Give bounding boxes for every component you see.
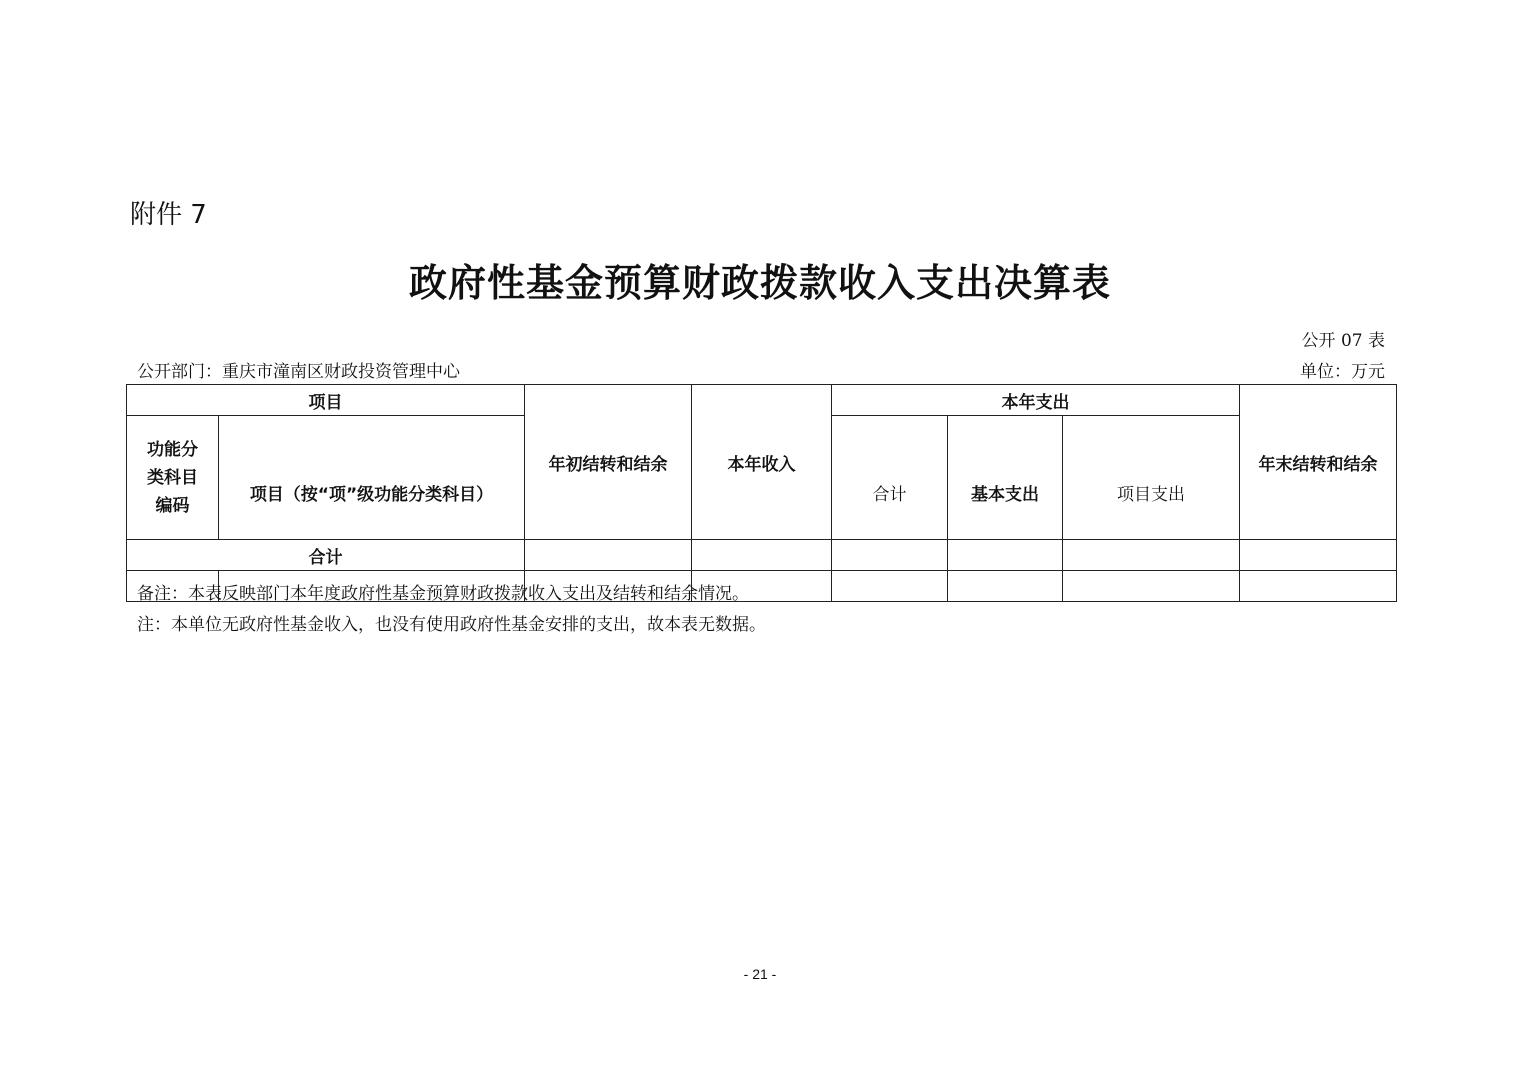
row-project-cell <box>1063 571 1240 602</box>
row-carryover-end-cell <box>1240 571 1397 602</box>
total-total-cell <box>832 540 948 571</box>
header-carryover-end: 年末结转和结余 <box>1240 385 1397 540</box>
header-expense-group: 本年支出 <box>832 385 1240 416</box>
header-total: 合计 <box>832 416 948 540</box>
fund-table <box>126 384 1397 602</box>
row-basic-cell <box>948 571 1063 602</box>
unit-label: 单位：万元 <box>1300 362 1385 382</box>
department-label: 公开部门：重庆市潼南区财政投资管理中心 <box>137 362 460 382</box>
total-project-cell <box>1063 540 1240 571</box>
total-basic-cell <box>948 540 1063 571</box>
header-income: 本年收入 <box>692 385 832 540</box>
header-item-name: 项目（按“项”级功能分类科目） <box>219 416 525 540</box>
table-number: 公开 07 表 <box>1301 331 1385 351</box>
header-item: 项目 <box>127 385 525 416</box>
header-project-expense: 项目支出 <box>1063 416 1240 540</box>
total-row-label: 合计 <box>127 540 525 571</box>
row-total-cell <box>832 571 948 602</box>
total-carryover-start-cell <box>525 540 692 571</box>
header-basic-expense: 基本支出 <box>948 416 1063 540</box>
page-title: 政府性基金预算财政拨款收入支出决算表 <box>408 260 1111 305</box>
attachment-label: 附件 7 <box>130 200 207 230</box>
no-data-note: 注：本单位无政府性基金收入，也没有使用政府性基金安排的支出，故本表无数据。 <box>137 615 766 635</box>
total-income-cell <box>692 540 832 571</box>
header-carryover-start: 年初结转和结余 <box>525 385 692 540</box>
remark-note: 备注：本表反映部门本年度政府性基金预算财政拨款收入支出及结转和结余情况。 <box>137 584 749 604</box>
page-number: - 21 - <box>743 966 777 982</box>
total-carryover-end-cell <box>1240 540 1397 571</box>
header-code: 功能分类科目编码 <box>127 416 219 540</box>
